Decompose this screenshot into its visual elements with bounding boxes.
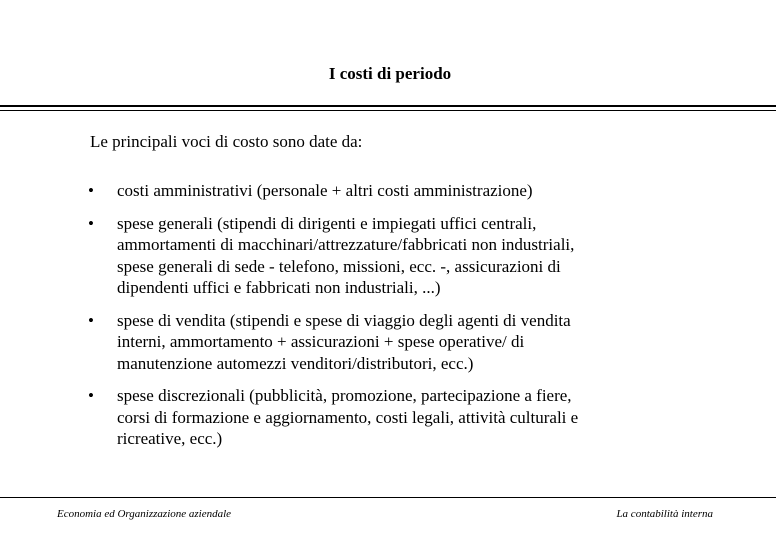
bullet-list xyxy=(88,180,688,461)
footer-section-name: La contabilità interna xyxy=(616,508,713,520)
bullet-line: ricreative, ecc.) xyxy=(117,429,223,448)
bullet-line: interni, ammortamento + assicurazioni + spese operative/ di xyxy=(117,332,525,351)
bullet-line: ammortamenti di macchinari/attrezzature/fabbricati non industriali, xyxy=(117,235,575,254)
list-item xyxy=(88,180,688,202)
bullet-icon: • xyxy=(88,181,94,200)
footer-course-name: Economia ed Organizzazione aziendale xyxy=(57,508,232,520)
bullet-line: spese di vendita (stipendi e spese di viaggio degli agenti di vendita xyxy=(117,310,571,330)
bullet-line: corsi di formazione e aggiornamento, costi legali, attività culturali e xyxy=(117,407,579,427)
bullet-line: spese generali (stipendi di dirigenti e impiegati uffici centrali, xyxy=(117,213,537,233)
bullet-icon: • xyxy=(88,310,94,330)
intro-text: Le principali voci di costo sono date da: xyxy=(90,132,363,151)
bullet-icon: • xyxy=(88,213,94,233)
bullet-line: dipendenti uffici e fabbricati non industriali, ...) xyxy=(117,278,441,297)
bullet-line: spese generali di sede - telefono, missioni, ecc. -, assicurazioni di xyxy=(117,256,561,276)
bullet-line: manutenzione automezzi venditori/distributori, ecc.) xyxy=(117,353,474,373)
bullet-line: spese discrezionali (pubblicità, promozione, partecipazione a fiere, xyxy=(117,386,572,405)
page-title: I costi di periodo xyxy=(328,64,452,83)
title-divider xyxy=(0,105,776,113)
bullet-icon: • xyxy=(88,386,94,405)
bullet-line: costi amministrativi (personale + altri costi amministrazione) xyxy=(117,181,533,200)
list-item xyxy=(88,385,688,450)
list-item xyxy=(88,213,688,299)
list-item xyxy=(88,310,688,375)
footer-divider xyxy=(0,497,776,498)
